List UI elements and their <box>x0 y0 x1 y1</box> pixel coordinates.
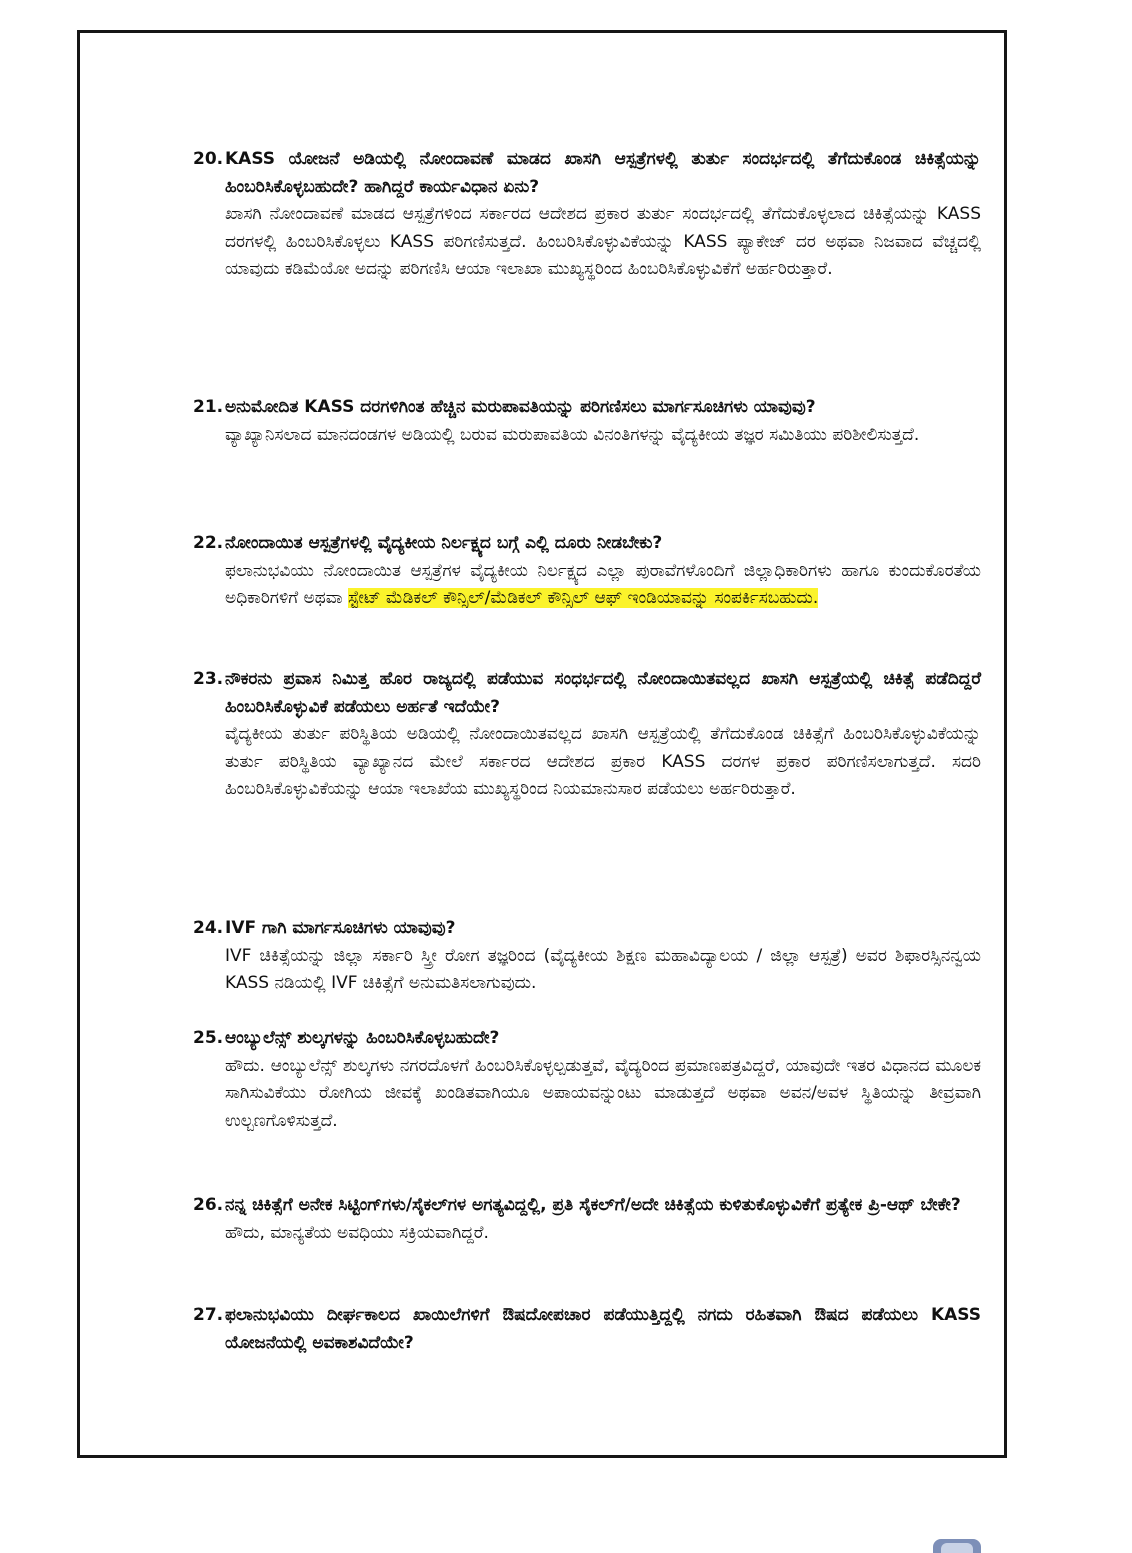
faq-item-21 <box>193 394 981 449</box>
question-text: ನನ್ನ ಚಿಕಿತ್ಸೆಗೆ ಅನೇಕ ಸಿಟ್ಟಿಂಗ್‌ಗಳು/ಸೈಕಲ್‌ಗಳ ಅಗತ್ಯವಿದ್ದಲ್ಲಿ, ಪ್ರತಿ ಸೈಕಲ್‌ಗೆ/ಅದೇ ಚಿಕಿತ್ಸೆಯ ಕುಳಿತುಕೊಳ್ಳುವಿಕೆಗೆ ಪ್ರತ್ಯೇಕ ಪ್ರಿ-ಆಥ್ ಬೇಕೇ? <box>225 1195 961 1215</box>
question-text: ನೋಂದಾಯಿತ ಆಸ್ಪತ್ರೆಗಳಲ್ಲಿ ವೈದ್ಯಕೀಯ ನಿರ್ಲಕ್ಷ್ಯದ ಬಗ್ಗೆ ಎಲ್ಲಿ ದೂರು ನೀಡಬೇಕು? <box>225 533 663 553</box>
faq-answer <box>225 558 981 613</box>
faq-question <box>193 915 981 943</box>
question-number: 27. <box>193 1305 224 1325</box>
answer-text: ಫಲಾನುಭವಿಯು ನೋಂದಾಯಿತ ಆಸ್ಪತ್ರೆಗಳ ವೈದ್ಯಕೀಯ ನಿರ್ಲಕ್ಷ್ಯದ ಎಲ್ಲಾ ಪುರಾವೆಗಳೊಂದಿಗೆ ಜಿಲ್ಲಾಧಿಕಾರಿಗಳು ಹಾಗೂ ಕುಂದುಕೊರತೆಯ ಅಧಿಕಾರಿಗಳಿಗೆ ಅಥವಾ <box>225 560 981 609</box>
faq-answer: IVF ಚಿಕಿತ್ಸೆಯನ್ನು ಜಿಲ್ಲಾ ಸರ್ಕಾರಿ ಸ್ತ್ರೀ ರೋಗ ತಜ್ಞರಿಂದ (ವೈದ್ಯಕೀಯ ಶಿಕ್ಷಣ ಮಹಾವಿದ್ಯಾಲಯ / ಜಿಲ್ಲಾ ಆಸ್ಪತ್ರೆ) ಅವರ ಶಿಫಾರಸ್ಸಿನನ್ವಯ KASS ನಡಿಯಲ್ಲಿ IVF ಚಿಕಿತ್ಸೆಗೆ ಅನುಮತಿಸಲಾಗುವುದು. <box>225 945 981 994</box>
question-text: ಫಲಾನುಭವಿಯು ದೀರ್ಘಕಾಲದ ಖಾಯಿಲೆಗಳಿಗೆ ಔಷದೋಪಚಾರ ಪಡೆಯುತ್ತಿದ್ದಲ್ಲಿ ನಗದು ರಹಿತವಾಗಿ ಔಷದ ಪಡೆಯಲು KASS ಯೋಜನೆಯಲ್ಲಿ ಅವಕಾಶವಿದೆಯೇ? <box>225 1305 981 1353</box>
question-number: 26. <box>193 1195 224 1215</box>
faq-question <box>193 146 981 201</box>
faq-answer: ವೈದ್ಯಕೀಯ ತುರ್ತು ಪರಿಸ್ಥಿತಿಯ ಅಡಿಯಲ್ಲಿ ನೋಂದಾಯಿತವಲ್ಲದ ಖಾಸಗಿ ಆಸ್ಪತ್ರೆಯಲ್ಲಿ ತೆಗೆದುಕೊಂಡ ಚಿಕಿತ್ಸೆಗೆ ಹಿಂಬರಿಸಿಕೊಳ್ಳುವಿಕೆಯನ್ನು ತುರ್ತು ಪರಿಸ್ಥಿತಿಯ ವ್ಯಾಖ್ಯಾನದ ಮೇಲೆ ಸರ್ಕಾರದ ಆದೇಶದ ಪ್ರಕಾರ KASS ದರಗಳ ಪ್ರಕಾರ ಪರಿಗಣಿಸಲಾಗುತ್ತದೆ. ಸದರಿ ಹಿಂಬರಿಸಿಕೊಳ್ಳುವಿಕೆಯನ್ನು ಆಯಾ ಇಲಾಖೆಯ ಮುಖ್ಯಸ್ಥರಿಂದ ನಿಯಮಾನುಸಾರ ಪಡೆಯಲು ಅರ್ಹರಿರುತ್ತಾರೆ. <box>225 724 981 800</box>
question-number: 23. <box>193 669 224 689</box>
question-number: 20. <box>193 149 224 169</box>
faq-item-27 <box>193 1302 981 1357</box>
faq-answer: ಹೌದು. ಆಂಬ್ಯುಲೆನ್ಸ್ ಶುಲ್ಕಗಳು ನಗರದೊಳಗೆ ಹಿಂಬರಿಸಿಕೊಳ್ಳಲ್ಪಡುತ್ತವೆ, ವೈದ್ಯರಿಂದ ಪ್ರಮಾಣಪತ್ರವಿದ್ದರೆ, ಯಾವುದೇ ಇತರ ವಿಧಾನದ ಮೂಲಕ ಸಾಗಿಸುವಿಕೆಯು ರೋಗಿಯ ಜೀವಕ್ಕೆ ಖಂಡಿತವಾಗಿಯೂ ಅಪಾಯವನ್ನುಂಟು ಮಾಡುತ್ತದೆ ಅಥವಾ ಅವನ/ಅವಳ ಸ್ಥಿತಿಯನ್ನು ತೀವ್ರವಾಗಿ ಉಲ್ಬಣಗೊಳಿಸುತ್ತದೆ. <box>225 1055 981 1131</box>
faq-answer: ಹೌದು, ಮಾನ್ಯತೆಯ ಅವಧಿಯು ಸಕ್ರಿಯವಾಗಿದ್ದರೆ. <box>225 1222 489 1243</box>
highlighted-answer-text: ಸ್ಟೇಟ್ ಮೆಡಿಕಲ್ ಕೌನ್ಸಿಲ್/ಮೆಡಿಕಲ್ ಕೌನ್ಸಿಲ್ ಆಫ್ ಇಂಡಿಯಾವನ್ನು ಸಂಪರ್ಕಿಸಬಹುದು. <box>348 588 819 609</box>
faq-answer: ವ್ಯಾಖ್ಯಾನಿಸಲಾದ ಮಾನದಂಡಗಳ ಅಡಿಯಲ್ಲಿ ಬರುವ ಮರುಪಾವತಿಯ ವಿನಂತಿಗಳನ್ನು ವೈದ್ಯಕೀಯ ತಜ್ಞರ ಸಮಿತಿಯು ಪರಿಶೀಲಿಸುತ್ತದೆ. <box>225 424 920 445</box>
question-number: 25. <box>193 1028 224 1048</box>
faq-question <box>193 666 981 721</box>
faq-question <box>193 394 981 422</box>
faq-item-26 <box>193 1192 981 1247</box>
question-text: IVF ಗಾಗಿ ಮಾರ್ಗಸೂಚಿಗಳು ಯಾವುವು? <box>225 918 456 938</box>
faq-item-22 <box>193 530 981 613</box>
question-text: KASS ಯೋಜನೆ ಅಡಿಯಲ್ಲಿ ನೋಂದಾವಣೆ ಮಾಡದ ಖಾಸಗಿ ಆಸ್ಪತ್ರೆಗಳಲ್ಲಿ ತುರ್ತು ಸಂದರ್ಭದಲ್ಲಿ ತೆಗೆದುಕೊಂಡ ಚಿಕಿತ್ಸೆಯನ್ನು ಹಿಂಬರಿಸಿಕೊಳ್ಳಬಹುದೇ? ಹಾಗಿದ್ದರೆ ಕಾರ್ಯವಿಧಾನ ಏನು? <box>225 149 981 197</box>
faq-question <box>193 1302 981 1357</box>
faq-item-20 <box>193 146 981 284</box>
faq-question <box>193 530 981 558</box>
faq-answer: ಖಾಸಗಿ ನೋಂದಾವಣೆ ಮಾಡದ ಆಸ್ಪತ್ರೆಗಳಿಂದ ಸರ್ಕಾರದ ಆದೇಶದ ಪ್ರಕಾರ ತುರ್ತು ಸಂದರ್ಭದಲ್ಲಿ ತೆಗೆದುಕೊಳ್ಳಲಾದ ಚಿಕಿತ್ಸೆಯನ್ನು KASS ದರಗಳಲ್ಲಿ ಹಿಂಬರಿಸಿಕೊಳ್ಳಲು KASS ಪರಿಗಣಿಸುತ್ತದೆ. ಹಿಂಬರಿಸಿಕೊಳ್ಳುವಿಕೆಯನ್ನು KASS ಪ್ಯಾಕೇಜ್ ದರ ಅಥವಾ ನಿಜವಾದ ವೆಚ್ಚದಲ್ಲಿ ಯಾವುದು ಕಡಿಮೆಯೋ ಅದನ್ನು ಪರಿಗಣಿಸಿ ಆಯಾ ಇಲಾಖಾ ಮುಖ್ಯಸ್ಥರಿಂದ ಹಿಂಬರಿಸಿಕೊಳ್ಳುವಿಕೆಗೆ ಅರ್ಹರಿರುತ್ತಾರೆ. <box>225 204 981 280</box>
faq-question <box>193 1192 981 1220</box>
question-text: ಆಂಬ್ಯುಲೆನ್ಸ್ ಶುಲ್ಕಗಳನ್ನು ಹಿಂಬರಿಸಿಕೊಳ್ಳಬಹುದೇ? <box>225 1028 500 1048</box>
faq-item-24 <box>193 915 981 998</box>
faq-question <box>193 1025 981 1053</box>
faq-item-25 <box>193 1025 981 1135</box>
faq-item-23 <box>193 666 981 804</box>
question-number: 22. <box>193 533 224 553</box>
question-text: ನೌಕರನು ಪ್ರವಾಸ ನಿಮಿತ್ತ ಹೊರ ರಾಜ್ಯದಲ್ಲಿ ಪಡೆಯುವ ಸಂಧರ್ಭದಲ್ಲಿ ನೋಂದಾಯಿತವಲ್ಲದ ಖಾಸಗಿ ಆಸ್ಪತ್ರೆಯಲ್ಲಿ ಚಿಕಿತ್ಸೆ ಪಡೆದಿದ್ದರೆ ಹಿಂಬರಿಸಿಕೊಳ್ಳುವಿಕೆ ಪಡೆಯಲು ಅರ್ಹತೆ ಇದೆಯೇ? <box>225 669 981 717</box>
question-number: 21. <box>193 397 224 417</box>
question-text: ಅನುಮೋದಿತ KASS ದರಗಳಿಗಿಂತ ಹೆಚ್ಚಿನ ಮರುಪಾವತಿಯನ್ನು ಪರಿಗಣಿಸಲು ಮಾರ್ಗಸೂಚಿಗಳು ಯಾವುವು? <box>225 397 816 417</box>
question-number: 24. <box>193 918 224 938</box>
viewer-widget-tab[interactable] <box>933 1539 981 1553</box>
